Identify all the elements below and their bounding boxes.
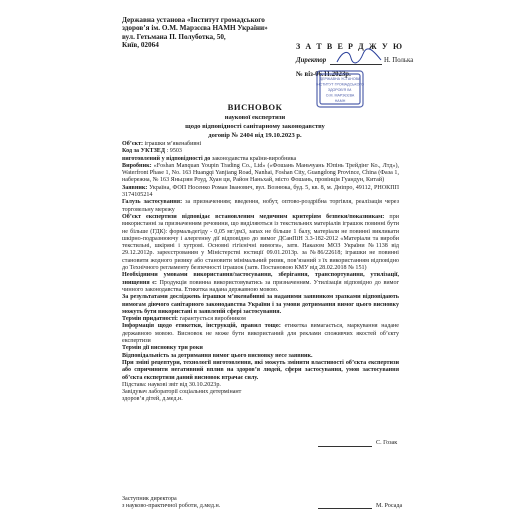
document-title: ВИСНОВОК [227,102,283,112]
paragraph-label: виготовлений у відповідності до [122,155,211,162]
paragraph-label: При зміні рецептури, технології виготовлення, які можуть змінити властивості об’єкта експертизи або спричинити негативний вплив на здоров’я людей, сфери застосування, умов застосування об’єкта експертизи даний висновок втрачає силу. [122,359,399,381]
paragraph-text: : 9503 [165,148,182,155]
paragraph-text: гарантується виробником [178,316,246,323]
head-signature-line [318,446,372,447]
paragraph-text: іграшки м’якенабивні [142,141,202,147]
paragraph-text: «Foshan Manquan Youpin Trading Co., Ltd» («Фошань Маньчуань Юпінь Трейдінг Ко., Лтд»), Waterfront Phase 1, No. 163 Huangqi Yanjiang Road, Nanhai, Foshan City, Guangdong Province, China (Фаза 1, набережна, № 163 Яньцзян Роуд, Хуан ци, Район Наньхай, місто Фошань, провінція Гуандун, Китай) [122,162,399,184]
paragraph-text: за призначенням; введення, нобут, оптово-роздрібна торгівля, реалізація через торговельну мережу [122,199,399,213]
deputy-signatory [122,496,220,511]
body-paragraph [122,163,399,185]
paragraph-text: Завідувач лабораторії соціальних детермінант [122,389,242,396]
paragraph-label: Інформація щодо етикетки, інструкцій, правил тощо: [122,323,281,330]
paragraph-label: Термін дії висновку три роки [122,345,203,352]
body-paragraph [122,353,399,360]
paragraph-label: Галузь застосування: [122,199,183,206]
paragraph-label: Об’єкт: [122,141,143,147]
body-paragraph [122,345,399,352]
body-paragraph [122,199,399,214]
body-paragraph [122,214,399,272]
stamp-text: НАМН [334,99,346,103]
body-paragraph [122,360,399,382]
institution-header [122,16,322,50]
approve-heading: З А Т В Е Р Д Ж У Ю [296,42,404,51]
deputy-signature-line [318,508,372,509]
header-line-2: здоров’я ім. О.М. Марзєєва НАМН України» [122,24,268,33]
paragraph-text: Підстава: наукові звіт від 30.10.2023р. [122,381,221,388]
body-paragraph [122,294,399,316]
body-paragraph [122,185,399,200]
stamp-text: О.М. МАРЗЄЄВА [325,93,355,98]
body-paragraph [122,148,399,155]
body-paragraph [122,382,399,389]
paragraph-label: Виробник: [122,162,152,169]
deputy-title-2: з науково-практичної роботи, д.мед.н. [122,503,221,510]
header-line-1: Державна установа «Інститут громадського [122,16,265,24]
head-signatory-name: С. Гозак [376,440,398,446]
paragraph-label: Заявник: [122,184,148,191]
deputy-signatory-name: М. Росада [376,503,403,509]
paragraph-text: Продукція повинна використовуватись за призначенням. Утилізація відповідно до вимог чинного законодавства. Етикетка надана державною мовою. [122,279,399,293]
document-body [122,141,399,404]
paragraph-text: законодавства країни-виробника [210,155,297,162]
director-label: Директор [296,57,327,64]
paragraph-label: Відповідальність за дотримання вимог цього висновку несе заявник. [122,352,313,359]
director-signature-line [330,64,382,65]
document-subtitle-3: договір № 2404 від 19.10.2023 р. [208,132,302,139]
document-subtitle-1: наукової експертизи [224,114,286,121]
protocol-number: № віз-06.11.2023р. [296,71,351,78]
body-paragraph [122,272,399,294]
stamp-lettering [316,77,364,103]
body-paragraph [122,323,399,345]
body-paragraph [122,396,399,403]
stamp-text: ЗДОРОВ'Я ІМ. [327,88,353,92]
body-paragraph [122,141,399,148]
paragraph-label: Необхідними умовами використання/застосування, зберігання, транспортування, утилізації, знищення є: [122,272,399,286]
stamp-text: ІНСТИТУТ ГРОМАДСЬКОГО [316,82,364,87]
body-paragraph [122,156,399,163]
paragraph-text: здоров’я дітей, д.мед.н. [122,396,183,403]
deputy-title-1: Заступник директора [122,496,177,502]
paragraph-label: Код за УКТЗЕД [122,148,166,155]
paragraph-label: Термін придатності: [122,316,179,323]
paragraph-label: За результатами досліджень іграшки м’якенабивні за наданими заявником зразками відповідають вимогам діючого санітарного законодавства України і за умови дотримання вимог цього висновку можуть бути використані в заявленій сфері застосування. [122,294,399,315]
paragraph-text: етикетка вимагається, маркування надане державною мовою. Висновок не може бути використаний для реклами споживчих якостей об’єкту експертизи [122,323,399,345]
stamp-text: ДЕРЖАВНА УСТАНОВА [319,77,361,81]
document-subtitle-2: щодо відповідності санітарному законодавству [185,123,325,130]
paragraph-label: Об’єкт експертизи відповідає встановленим медичним критеріям безпеки/показникам: [122,213,385,220]
paragraph-text: Україна, ФОП Носенко Роман Іванович, вул. Вознюка, буд. 5, кв. 8, м. Дніпро, 49112, РНОКПП 3174105214 [122,184,399,199]
header-line-4: Київ, 02064 [122,41,159,50]
paragraph-text: при використанні за призначенням речовини, що виділяються із текстильних матеріалів іграшок повинні бути не більше (ГДК): формальдегіду - 0,05 мг/дм3, запах не більше 1 балу, матеріали не повинні викликати шкірно-подразнюючу і алергенну дії відповідно до вимог ДСанПіН 3.3-182-2012 «Матеріали та вироби текстильні, шкіряні і хутрові. Основні гігієнічні вимоги», затв. Наказом МОЗ України №1138 від 29.12.2012р. зареєстрованим у Міністерстві юстиції 09.01.2013р. за №86/22618; іграшки не повинні становити жодного ризику або становити мінімальний ризик, пов’язаний з їх використанням відповідно до Технічного регламенту безпечності іграшок (затв. Постановою КМУ від 28.02.2018 № 151) [122,213,399,272]
director-name: Н. Полька [384,57,414,64]
header-line-3: вул. Гетьмана П. Полуботка, 50, [122,32,226,41]
